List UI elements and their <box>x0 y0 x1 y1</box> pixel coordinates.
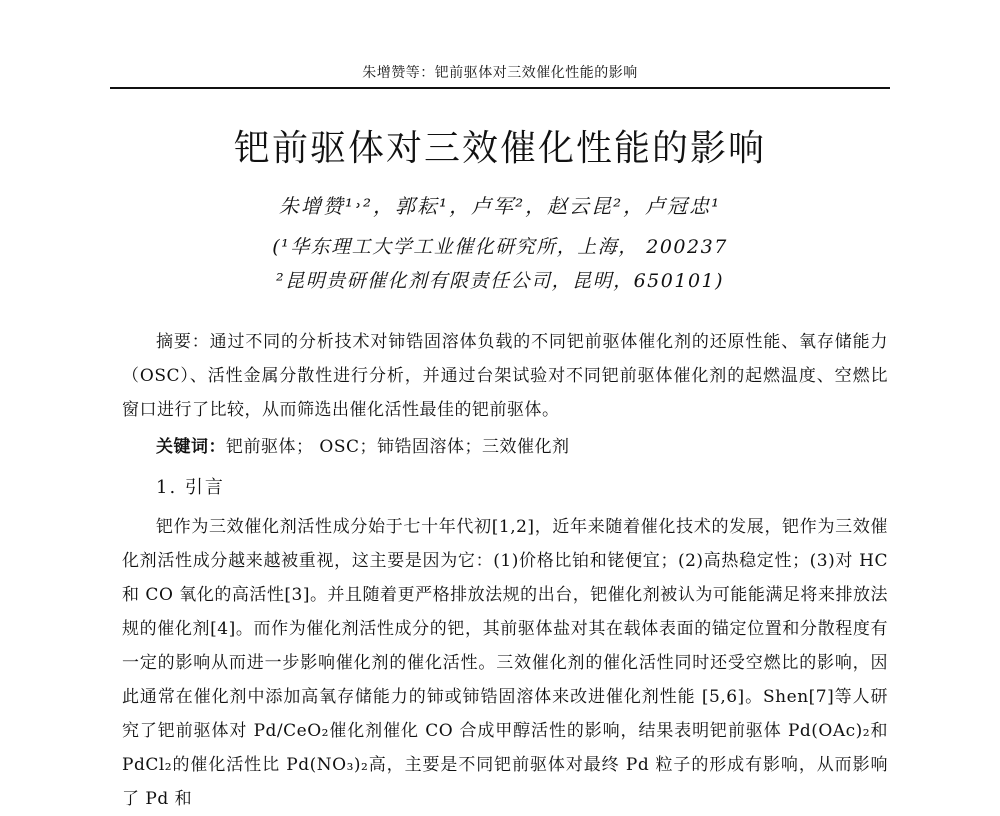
affiliation-1: (¹华东理工大学工业催化研究所，上海， 200237 <box>272 236 728 258</box>
abstract-text: 通过不同的分析技术对铈锆固溶体负载的不同钯前驱体催化剂的还原性能、氧存储能力（OSC）、活性金属分散性进行分析，并通过台架试验对不同钯前驱体催化剂的起燃温度、空燃比窗口进行了比较，从而筛选出催化活性最佳的钯前驱体。 <box>122 332 889 420</box>
section-heading-introduction: 1. 引言 <box>156 477 225 498</box>
introduction-paragraph: 钯作为三效催化剂活性成分始于七十年代初[1,2]，近年来随着催化技术的发展，钯作为三效催化剂活性成分越来越被重视，这主要是因为它：(1)价格比铂和铑便宜；(2)高热稳定性；(3)对 HC 和 CO 氧化的高活性[3]。并且随着更严格排放法规的出台，钯催化剂被认为可能能满足将来排放法规的催化剂[4]。而作为催化剂活性成分的钯，其前驱体盐对其在载体表面的锚定位置和分散程度有一定的影响从而进一步影响催化剂的催化活性。三效催化剂的催化活性同时还受空燃比的影响，因此通常在催化剂中添加高氧存储能力的铈或铈锆固溶体来改进催化剂性能 [5,6]。Shen[7]等人研究了钯前驱体对 Pd/CeO₂催化剂催化 CO 合成甲醇活性的影响，结果表明钯前驱体 Pd(OAc)₂和 PdCl₂的催化活性比 Pd(NO₃)₂高，主要是不同钯前驱体对最终 Pd 粒子的形成有影响，从而影响了 Pd 和 <box>122 517 888 809</box>
paper-title: 钯前驱体对三效催化性能的影响 <box>233 128 766 169</box>
abstract-label: 摘要： <box>156 332 210 352</box>
keywords-text: 钯前驱体； OSC；铈锆固溶体；三效催化剂 <box>226 437 570 457</box>
header-rule <box>110 87 890 89</box>
affiliation-2: ²昆明贵研催化剂有限责任公司，昆明，650101) <box>275 270 725 292</box>
abstract <box>122 325 888 427</box>
author-list: 朱增赞¹˒²，郭耘¹，卢军²，赵云昆²，卢冠忠¹ <box>278 194 722 218</box>
keywords <box>156 430 888 464</box>
running-header: 朱增赞等：钯前驱体对三效催化性能的影响 <box>362 65 638 81</box>
keywords-label: 关键词： <box>156 437 226 457</box>
